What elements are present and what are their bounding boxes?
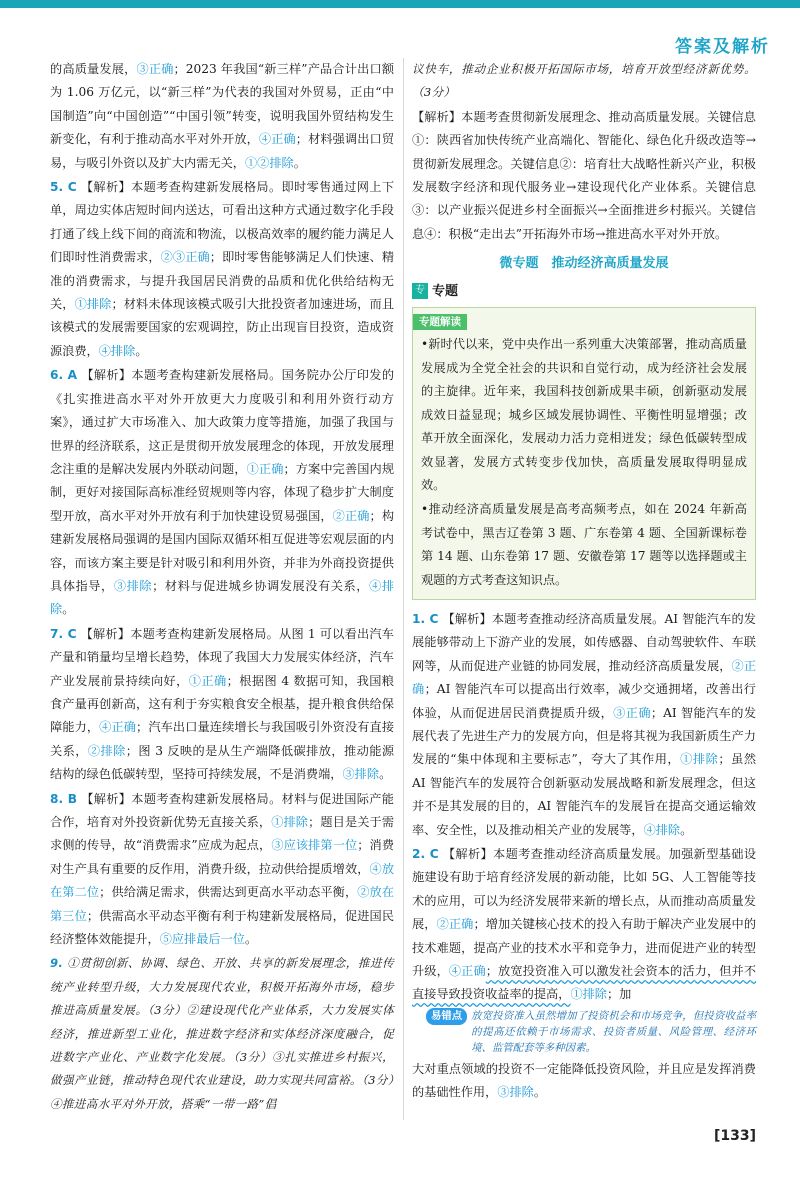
- answer-paragraph: [412, 608, 756, 842]
- judgement-mark: ①排除: [74, 297, 112, 312]
- paragraph-text: 大对重点领域的投资不一定能降低投资风险，并且应是发挥消费的基础性作用，: [412, 1061, 756, 1100]
- paragraph-text: ；消费对生产具有重要的反作用，消费升级，拉动供给提质增效，: [50, 838, 395, 876]
- topic-interpretation-box: [412, 307, 756, 600]
- paragraph-text: ；图 3 反映的是从生产端降低碳排放，推动能源结构的绿色低碳转型，坚持可持续发展，不是消费端，: [50, 743, 395, 782]
- judgement-mark: ①正确: [188, 673, 227, 688]
- error-note: [426, 1008, 756, 1056]
- question-number: 2. C: [412, 847, 439, 861]
- judgement-mark: ③排除: [342, 767, 380, 782]
- judgement-mark: ④正确: [448, 964, 486, 979]
- paragraph-text: 。: [680, 822, 693, 837]
- answer-paragraph: [412, 1058, 756, 1105]
- judgement-mark: ②正确: [412, 658, 757, 697]
- paragraph-text: ；材料未体现该模式吸引大批投资者加速进场，而且该模式的发展需要国家的宏观调控，防止出现盲目投资，造成资源浪费，: [50, 297, 395, 358]
- judgement-mark: ③排除: [113, 578, 153, 593]
- right-column: [412, 58, 756, 1106]
- interpretation-point: •推动经济高质量发展是高考高频考点，如在 2024 年新高考试卷中，黑吉辽卷第 3 题、广东卷第 4 题、全国新课标卷第 14 题、山东卷第 17 题、安徽卷第 17 题等以选择题或主观题的方式考查这知识点。: [421, 502, 747, 587]
- paragraph-text: 【解析】本题考查构建新发展格局。国务院办公厅印发的《扎实推进高水平对外开放更大力度吸引和利用外资行动方案》，通过扩大市场准入、加大政策力度等措施，加强了我国与世界的经济联系，这正是贯彻开放发展理念的体现，开放发展理念注重的是解决发展内外联动问题，: [50, 368, 395, 476]
- left-column: [50, 58, 394, 1117]
- paragraph-text: 。: [135, 343, 148, 358]
- judgement-mark: ②正确: [332, 508, 370, 523]
- judgement-mark: ⑤应排最后一位: [159, 932, 245, 947]
- judgement-mark: ③正确: [613, 705, 651, 720]
- judgement-mark: ②放在第三位: [50, 885, 395, 923]
- paragraph-text: ；材料与促进城乡协调发展没有关系，: [152, 578, 370, 593]
- paragraph-text: ；虽然 AI 智能汽车的发展符合创新驱动发展战略和新发展理念，但这并不是其发展的目的，AI 智能汽车的发展旨在提高交通运输效率、安全性，以及推动相关产业的发展等，: [412, 752, 757, 837]
- judgement-mark: ④排除: [643, 822, 681, 837]
- judgement-mark: ③正确: [136, 62, 174, 76]
- paragraph-text: 【解析】本题考查推动经济高质量发展。加强新型基础设施建设有助于培育经济发展的新动能，比如 5G、人工智能等技术的应用，可以为经济发展带来新的增长点，从而推动高质量发展，: [412, 847, 757, 932]
- paragraph-text: 。: [62, 602, 75, 617]
- question-number: 6. A: [50, 368, 78, 383]
- paragraph-text: ；方案中完善国内规制，更好对接国际高标准经贸规则等内容，体现了稳步扩大制度型开放，高水平对外开放有利于加快建设贸易强国，: [50, 461, 395, 523]
- paragraph-text: ；增加关键核心技术的投入有助于解决产业发展中的技术难题，提高产业的技术水平和竞争力，进而促进产业的转型升级，: [412, 917, 757, 979]
- page-number: [133]: [713, 1128, 756, 1144]
- paragraph-text: ；供需高水平动态平衡有利于构建新发展格局，促进国民经济整体效能提升，: [50, 908, 395, 947]
- answer-paragraph: [50, 364, 394, 621]
- paragraph-text: 。: [533, 1085, 547, 1100]
- question-number: 9.: [50, 956, 64, 971]
- judgement-mark: ①②排除: [245, 155, 294, 170]
- paragraph-text: ；构建新发展格局强调的是国内国际双循环相互促进等宏观层面的内容，而该方案主要是针对吸引和利用外资，并非为外商投资提供具体指导，: [50, 508, 395, 593]
- judgement-mark: ④放在第二位: [50, 861, 395, 900]
- paragraph-text: 【解析】本题考查构建新发展格局。材料与促进国际产能合作，培育对外投资新优势无直接关系，: [50, 791, 394, 829]
- judgement-mark: ②排除: [87, 743, 126, 758]
- paragraph-text: ；汽车出口量连续增长与我国吸引外资没有直接关系，: [50, 720, 395, 758]
- question-number: 5. C: [50, 180, 77, 195]
- judgement-mark: ①排除: [570, 987, 607, 1002]
- paragraph-text: ；题目是关于需求侧的传导，故“消费需求”应成为起点，: [50, 815, 395, 853]
- question-number: 1. C: [412, 611, 439, 626]
- judgement-mark: ③排除: [497, 1085, 534, 1100]
- answer-paragraph: [50, 58, 394, 175]
- judgement-mark: ①正确: [246, 461, 284, 476]
- right-top-block: [412, 58, 756, 246]
- judgement-mark: ①排除: [271, 815, 309, 829]
- answer-paragraph: [412, 106, 756, 246]
- paragraph-text: ；根据图 4 数据可知，我国粮食产量再创新高，这有利于夯实粮食安全根基，提升粮食供给保障能力，: [50, 673, 394, 735]
- topic-label: [412, 280, 756, 303]
- judgement-mark: ④正确: [99, 720, 137, 735]
- judgement-mark: ④正确: [258, 132, 296, 147]
- interpretation-point: •新时代以来，党中央作出一系列重大决策部署，推动高质量发展成为全党全社会的共识和自觉行动，成为经济社会发展的主旋律。近年来，我国科技创新成果丰硕，创新驱动发展成效日益显现；城乡区域发展协调性、平衡性明显增强；改革开放全面深化，发展动力活力竞相迸发；绿色低碳转型成效显著，发展方式转变步伐加快，高质量发展取得明显成效。: [421, 337, 747, 492]
- header-title: 答案及解析: [675, 37, 770, 57]
- right-bottom-block: [412, 608, 756, 1007]
- answer-paragraph: [50, 176, 394, 363]
- paragraph-text: 。: [245, 932, 258, 947]
- paragraph-text: 【解析】本题考查构建新发展格局。即时零售通过网上下单，周边实体店短时间内送达，可看出这种方式通过数字化手段打通了线上线下间的商流和物流，以极高效率的履约能力满足人们即时性消费需求，: [50, 180, 395, 265]
- paragraph-text: ；AI 智能汽车可以提高出行效率，减少交通拥堵，改善出行体验，从而促进居民消费提质升级，: [412, 682, 756, 720]
- answer-paragraph: [50, 788, 394, 952]
- answer-paragraph: [50, 623, 394, 787]
- header-bar: [0, 0, 800, 8]
- question-number: 7. C: [50, 626, 77, 641]
- answer-paragraph: [412, 58, 756, 105]
- right-tail-block: [412, 1058, 756, 1105]
- paragraph-text: 。: [379, 767, 392, 782]
- answer-paragraph: [412, 843, 756, 1007]
- error-note-text: 放宽投资准入虽然增加了投资机会和市场竞争，但投资收益率的提高还依赖于市场需求、投资者质量、风险管理、经济环境、监管配套等多种因素。: [471, 1009, 756, 1054]
- topic-label-text: 专题: [432, 283, 459, 299]
- paragraph-text: 。: [293, 155, 306, 170]
- page-number-value: 133: [720, 1128, 750, 1144]
- paragraph-text: ；材料强调出口贸易，与吸引外资以及扩大内需无关，: [50, 132, 395, 170]
- judgement-mark: ①排除: [680, 752, 719, 767]
- underlined-text: ；放宽投资准入可以激发社会资本的活力，但并不直接导致投资收益率的提高，: [412, 964, 757, 1002]
- paragraph-text: ；供给满足需求，供需达到更高水平动态平衡，: [99, 885, 358, 900]
- paragraph-text: ；2023 年我国“新三样”产品合计出口额为 1.06 万亿元，以“新三样”为代表的我国对外贸易，正由“中国制造”向“中国创造”“中国引领”转变，说明我国外贸结构发生新变化，有利于推动高水平对外开放，: [50, 62, 395, 147]
- error-note-tag: 易错点: [426, 1008, 467, 1025]
- paragraph-text: ①贯彻创新、协调、绿色、开放、共享的新发展理念，推进传统产业转型升级，大力发展现代农业，积极开拓海外市场，稳步推进高质量发展。（3分）②建设现代化产业体系，大力发展实体经济，推进新型工业化，推进数字经济和实体经济深度融合，促进数字产业化、产业数字化发展。（3分）③扎实推进乡村振兴，做强产业链，推动特色现代农业建设，助力实现共同富裕。（3分）④推进高水平对外开放，搭乘“一带一路”倡: [50, 956, 394, 1111]
- judgement-mark: ④排除: [50, 578, 395, 617]
- paragraph-text: ；AI 智能汽车的发展代表了先进生产力的发展方向，但是将其视为我国新质生产力发展的“集中体现和主要标志”，夸大了其作用，: [412, 705, 757, 767]
- paragraph-text: 【解析】本题考查贯彻新发展理念、推动高质量发展。关键信息①：陕西省加快传统产业高端化、智能化、绿色化升级改造等→贯彻新发展理念。关键信息②：培育壮大战略性新兴产业，积极发展数字经济和现代服务业→建设现代化产业体系。关键信息③：以产业振兴促进乡村全面振兴→全面推进乡村振兴。关键信息④：积极“走出去”开拓海外市场→推进高水平对外开放。: [412, 109, 756, 241]
- topic-icon: 专: [412, 283, 428, 299]
- question-number: 8. B: [50, 791, 77, 806]
- judgement-mark: ②③正确: [160, 250, 210, 265]
- judgement-mark: ④排除: [98, 343, 136, 358]
- micro-topic-title: 微专题 推动经济高质量发展: [499, 256, 669, 272]
- topic-interpretation-tag: 专题解读: [413, 314, 467, 330]
- paragraph-text: 议快车，推动企业积极开拓国际市场，培育开放型经济新优势。（3分）: [412, 62, 756, 100]
- answer-paragraph: [50, 952, 394, 1116]
- paragraph-text: 的高质量发展，: [50, 62, 137, 76]
- paragraph-text: ；加: [607, 987, 632, 1002]
- paragraph-text: 【解析】本题考查推动经济高质量发展。AI 智能汽车的发展能够带动上下游产业的发展，如传感器、自动驾驶软件、车联网等，从而促进产业链的协同发展，推动经济高质量发展，: [412, 611, 756, 673]
- judgement-mark: ③应该排第一位: [271, 838, 358, 853]
- column-divider: [403, 58, 404, 1120]
- judgement-mark: ②正确: [436, 917, 474, 932]
- paragraph-text: ；即时零售能够满足人们快速、精准的消费需求，与提升我国居民消费的品质和优化供给结构无关，: [50, 250, 395, 312]
- paragraph-text: 【解析】本题考查构建新发展格局。从图 1 可以看出汽车产量和销量均呈增长趋势，体现了我国大力发展实体经济，汽车产业发展前景持续向好，: [50, 626, 394, 688]
